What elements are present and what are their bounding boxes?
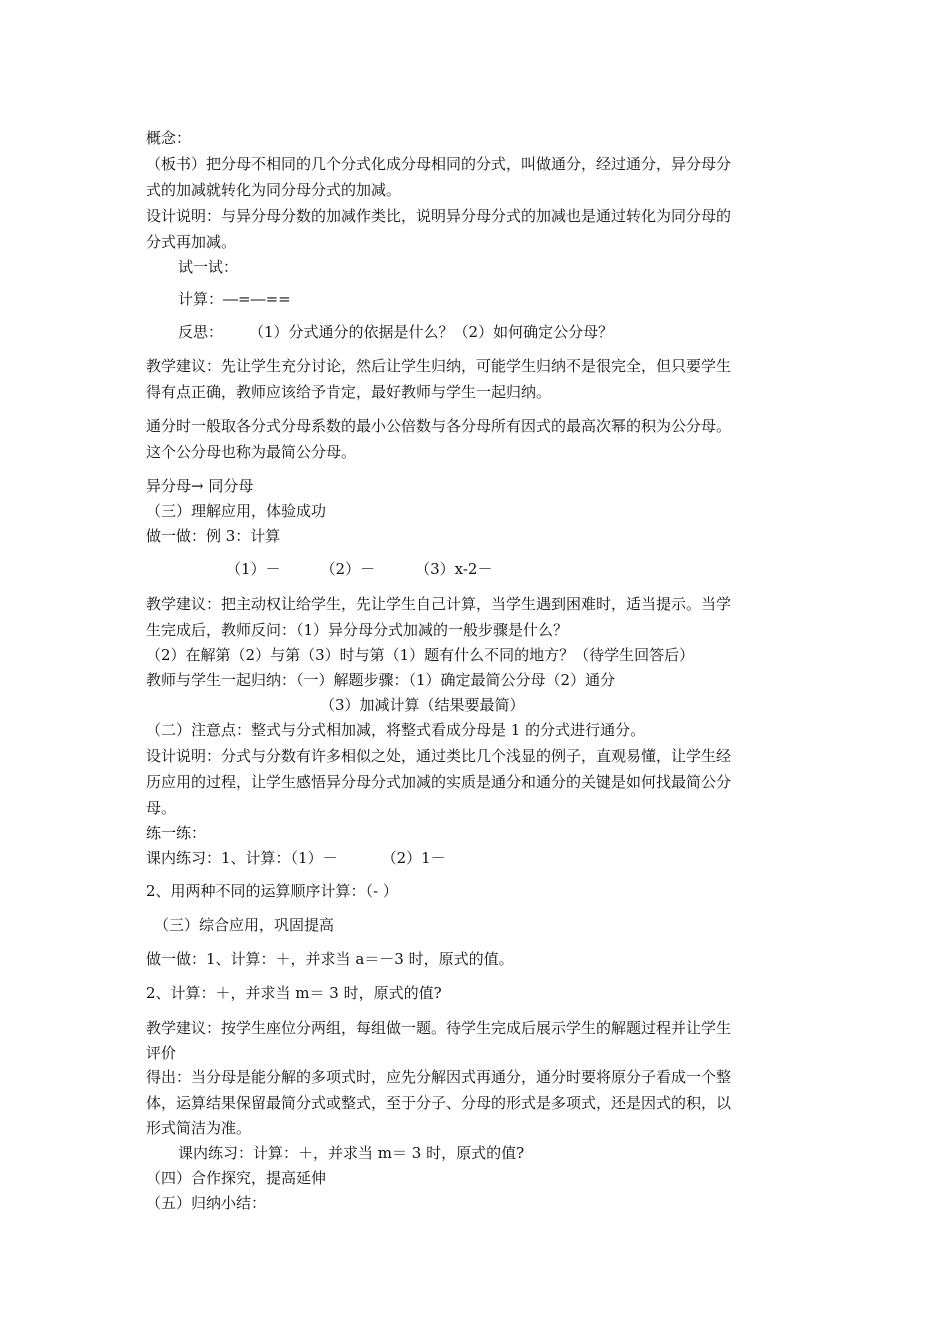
design-note-2-line-1: 设计说明：分式与分数有许多相似之处，通过类比几个浅显的例子，直观易懂，让学生经 <box>146 747 732 765</box>
concept-heading: 概念： <box>146 129 192 147</box>
attention-point-line: （二）注意点：整式与分式相加减，将整式看成分母是 1 的分式进行通分。 <box>146 721 646 739</box>
teaching-advice-line-2: 得有点正确，教师应该给予肯定，最好教师与学生一起归纳。 <box>146 383 552 401</box>
reflection-label: 反思： <box>178 323 224 341</box>
conclusion-line-2: 体，运算结果保留最简分式或整式，至于分子、分母的形式是多项式，还是因式的积，以 <box>146 1094 732 1112</box>
design-note-2-line-3: 母。 <box>146 799 177 817</box>
in-class-exercise-1a: 课内练习：1、计算：（1）－ <box>146 849 338 867</box>
teaching-advice-2-line-1: 教学建议：把主动权让给学生，先让学生自己计算，当学生遇到困难时，适当提示。当学 <box>146 595 732 613</box>
design-note-2-line-2: 历应用的过程，让学生感悟异分母分式加减的实质是通分和通分的关键是如何找最简公分 <box>146 773 732 791</box>
teaching-advice-3-line-2: 评价 <box>146 1044 177 1062</box>
common-denominator-line-1: 通分时一般取各分式分母系数的最小公倍数与各分母所有因式的最高次幂的积为公分母。 <box>146 417 732 435</box>
example-problem-3: （3）x-2－ <box>415 560 493 578</box>
teaching-advice-2-line-2: 生完成后，教师反问：（1）异分母分式加减的一般步骤是什么？ <box>146 621 569 639</box>
do-it-line-2: 2、计算：＋，并求当 m＝ 3 时，原式的值? <box>146 984 442 1002</box>
teaching-advice-line-1: 教学建议：先让学生充分讨论，然后让学生归纳，可能学生归纳不是很完全，但只要学生 <box>146 357 732 375</box>
section-three-b-text: （三）综合应用，巩固提高 <box>154 916 335 934</box>
design-note-line-1: 设计说明：与异分母分数的加减作类比，说明异分母分式的加减也是通过转化为同分母的 <box>146 207 732 225</box>
summary-steps-line-2: （3）加减计算（结果要最简） <box>320 696 525 714</box>
board-note-line-2: 式的加减就转化为同分母分式的加减。 <box>146 181 402 199</box>
section-four-heading: （四）合作探究，提高延伸 <box>146 1169 327 1187</box>
conclusion-line-3: 形式简洁为准。 <box>146 1119 252 1137</box>
conclusion-line-1: 得出：当分母是能分解的多项式时，应先分解因式再通分，通分时要将原分子看成一个整 <box>146 1068 732 1086</box>
common-denominator-line-2: 这个公分母也称为最简公分母。 <box>146 443 357 461</box>
in-class-exercise-1-line <box>146 845 446 871</box>
section-three-b-heading <box>146 912 334 938</box>
example-problem-1: （1）－ <box>226 560 281 578</box>
design-note-line-2: 分式再加减。 <box>146 233 237 251</box>
section-three-heading: （三）理解应用，体验成功 <box>146 502 327 520</box>
in-class-exercise-2-line: 2、用两种不同的运算顺序计算：（- ） <box>146 882 398 900</box>
reflection-line <box>178 319 613 345</box>
in-class-exercise-1b: （2）1－ <box>381 849 446 867</box>
teaching-advice-2-line-3: （2）在解第（2）与第（3）时与第（1）题有什么不同的地方？（待学生回答后） <box>146 646 695 664</box>
section-five-heading: （五）归纳小结： <box>146 1194 267 1212</box>
practice-heading: 练一练： <box>146 824 207 842</box>
example-three-line: 做一做：例 3：计算 <box>146 527 281 545</box>
in-class-exercise-3-line: 课内练习：计算：＋，并求当 m＝ 3 时，原式的值? <box>178 1144 525 1162</box>
try-heading: 试一试： <box>178 258 239 276</box>
calc-line: 计算：―=―== <box>178 290 291 308</box>
denominator-arrow-line: 异分母→ 同分母 <box>146 477 254 495</box>
do-it-line-1: 做一做：1、计算：＋，并求当 a＝－3 时，原式的值。 <box>146 950 514 968</box>
example-problems-line <box>226 556 492 582</box>
board-note-line-1: （板书）把分母不相同的几个分式化成分母相同的分式，叫做通分，经过通分，异分母分 <box>146 155 732 173</box>
example-problem-2: （2）－ <box>320 560 376 578</box>
reflection-questions: （1）分式通分的依据是什么？（2）如何确定公分母？ <box>249 323 614 341</box>
summary-steps-line-1: 教师与学生一起归纳：（一）解题步骤：（1）确定最简公分母（2）通分 <box>146 671 616 689</box>
teaching-advice-3-line-1: 教学建议：按学生座位分两组，每组做一题。待学生完成后展示学生的解题过程并让学生 <box>146 1019 732 1037</box>
